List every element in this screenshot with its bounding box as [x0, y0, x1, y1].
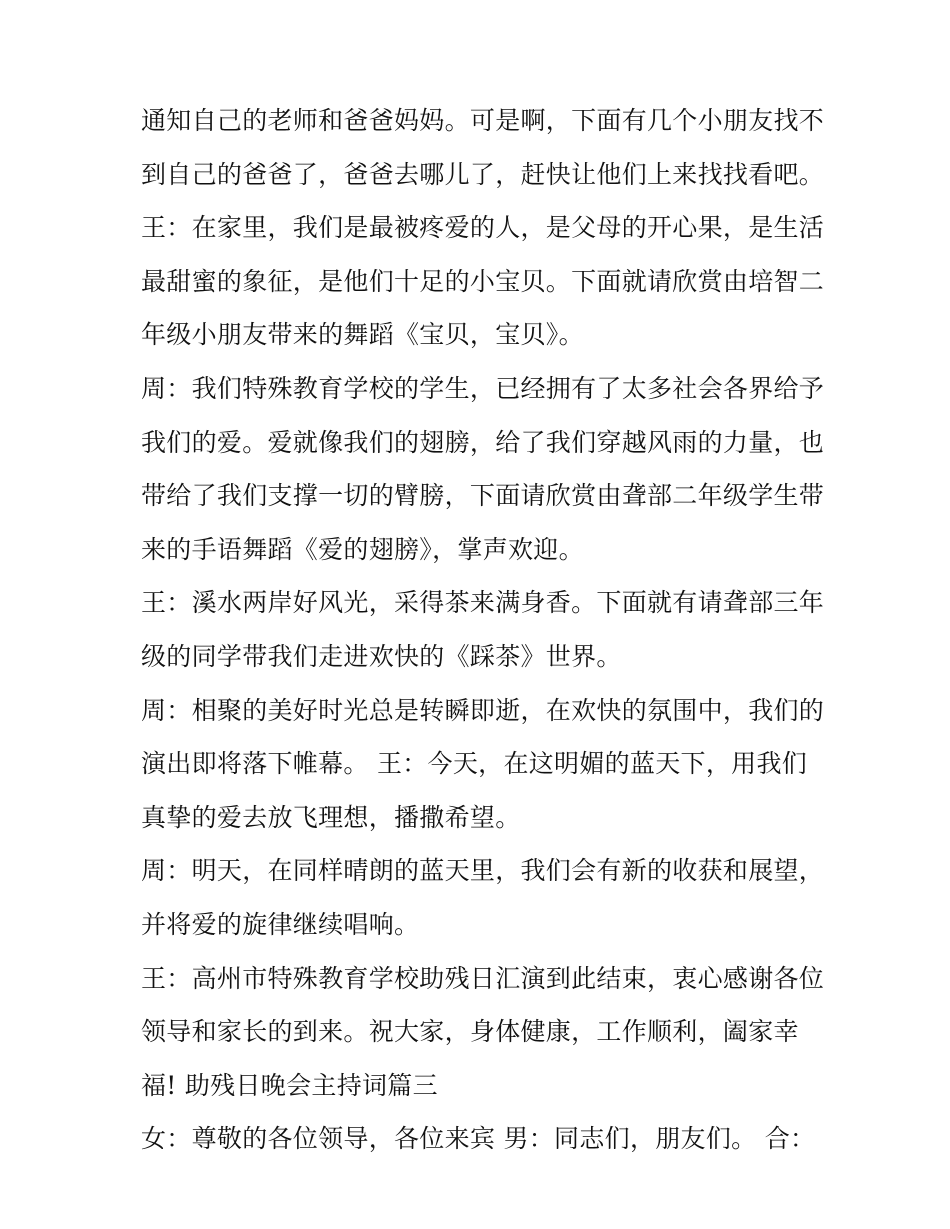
text-line: 通知自己的老师和爸爸妈妈。可是啊，下面有几个小朋友找不 — [141, 106, 825, 135]
text-line: 王：高州市特殊教育学校助残日汇演到此结束，衷心感谢各位 — [141, 963, 825, 993]
text-line: 周：明天，在同样晴朗的蓝天里，我们会有新的收获和展望， — [141, 856, 825, 886]
body-text — [141, 106, 825, 1180]
text-line: 女：尊敬的各位领导，各位来宾 男：同志们，朋友们。 合： — [141, 1124, 816, 1154]
text-line: 周：我们特殊教育学校的学生，已经拥有了太多社会各界给予 — [141, 373, 825, 403]
text-line: 到自己的爸爸了，爸爸去哪儿了，赶快让他们上来找找看吧。 — [141, 159, 825, 189]
text-line: 级的同学带我们走进欢快的《踩茶》世界。 — [141, 641, 622, 671]
text-line: 王：溪水两岸好风光，采得茶来满身香。下面就有请聋部三年 — [141, 588, 825, 618]
text-line: 我们的爱。爱就像我们的翅膀，给了我们穿越风雨的力量，也 — [141, 427, 825, 457]
text-line: 年级小朋友带来的舞蹈《宝贝，宝贝》。 — [141, 320, 584, 350]
text-line: 并将爱的旋律继续唱响。 — [141, 909, 420, 939]
text-line: 来的手语舞蹈《爱的翅膀》，掌声欢迎。 — [141, 534, 584, 564]
text-line: 最甜蜜的象征，是他们十足的小宝贝。下面就请欣赏由培智二 — [141, 266, 825, 296]
text-line: 带给了我们支撑一切的臂膀，下面请欣赏由聋部二年级学生带 — [141, 481, 825, 511]
text-line: 周：相聚的美好时光总是转瞬即逝，在欢快的氛围中，我们的 — [141, 695, 825, 725]
text-line: 真挚的爱去放飞理想，播撒希望。 — [141, 802, 521, 832]
text-line: 演出即将落下帷幕。 王：今天，在这明媚的蓝天下，用我们 — [141, 749, 808, 779]
text-line: 领导和家长的到来。祝大家，身体健康，工作顺利，阖家幸 — [141, 1017, 799, 1047]
text-line: 福! 助残日晚会主持词篇三 — [141, 1070, 438, 1100]
text-line: 王：在家里，我们是最被疼爱的人，是父母的开心果，是生活 — [141, 213, 825, 243]
